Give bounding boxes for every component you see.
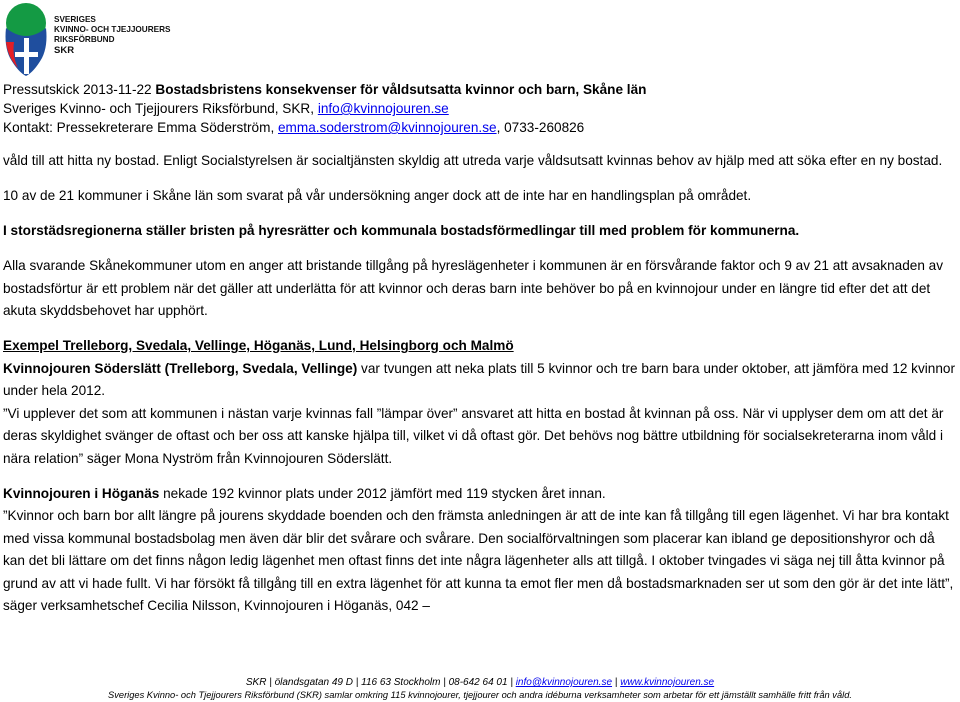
paragraph-8-quote: ”Kvinnor och barn bor allt längre på jourens skyddade boenden och den främsta anledningen är att de inte kan få tillgång till egen lägenhet. Vi har bra kontakt med vissa kommunal bostadsbolag men även där blir det svårare och svårare. Den socialförvaltningen som placerar kan ibland ge depositionshyror och då kan det bli lättare om det finns någon ledig lägenhet men oftast finns det inte några lägenheter alls att tillgå. I oktober tvingades vi säga nej till åtta kvinnor på grund av att vi hade fullt. Vi har försökt få tillgång till en extra lägenhet för att kunna ta emot fler men då bostadsmarknaden ser ut som den gör är det inte lätt”, säger verksamhetschef Cecilia Nilsson, Kvinnojouren i Höganäs, 042 – xyxy=(3,508,954,613)
paragraph-1: våld till att hitta ny bostad. Enligt Socialstyrelsen är socialtjänsten skyldig att utreda varje våldsutsatt kvinnas behov av hjälp med att söka efter en ny bostad. xyxy=(3,153,943,168)
contact-email-link[interactable]: emma.soderstrom@kvinnojouren.se xyxy=(278,120,497,135)
contact-name: Kontakt: Pressekreterare Emma Söderström, xyxy=(3,120,275,135)
paragraph-2: 10 av de 21 kommuner i Skåne län som svarat på vår undersökning anger dock att de inte har en handlingsplan på området. xyxy=(3,188,752,203)
footer-contact-line xyxy=(0,677,960,689)
footer-separator: | xyxy=(612,677,621,688)
header-contact-line xyxy=(3,118,953,137)
logo-line-1: SVERIGES xyxy=(54,15,96,24)
org-name: Sveriges Kvinno- och Tjejjourers Riksförbund, SKR, xyxy=(3,101,315,116)
logo-text xyxy=(54,15,170,56)
contact-phone: , 0733-260826 xyxy=(496,120,585,135)
soderslatt-name: Kvinnojouren Söderslätt (Trelleborg, Svedala, Vellinge) xyxy=(3,360,358,376)
header-org-line xyxy=(3,99,953,118)
press-header xyxy=(3,80,953,137)
footer-email-link[interactable]: info@kvinnojouren.se xyxy=(515,677,613,688)
org-email-link[interactable]: info@kvinnojouren.se xyxy=(317,101,449,116)
paragraph-3-bold: I storstädsregionerna ställer bristen på hyresrätter och kommunala bostadsförmedlingar till med problem för kommunerna. xyxy=(3,223,800,238)
paragraph-6-quote: ”Vi upplever det som att kommunen i nästan varje kvinnas fall ”lämpar över” ansvaret att hitta en bostad åt kvinnan på oss. När vi upplyser dem om att det är deras skyldighet svänger de oftast och ber oss att kanske hjälpa till, vilket vi då oftast gör. Det behövs nog bättre utbildning för socialsekreterarna inom våld i nära relation” säger Mona Nyström från Kvinnojouren Söderslätt. xyxy=(3,405,944,466)
paragraph-5-text: var tvungen att neka plats till 5 kvinnor och tre barn bara under oktober, att jämföra med 12 kvinnor under hela 2012. xyxy=(3,360,955,398)
paragraph-5 xyxy=(3,358,955,403)
hoganas-name: Kvinnojouren i Höganäs xyxy=(3,485,160,501)
skr-emblem-icon xyxy=(2,2,48,78)
press-label: Pressutskick 2013-11-22 xyxy=(3,82,152,97)
paragraph-7-text: nekade 192 kvinnor plats under 2012 jämfört med 119 stycken året innan. xyxy=(159,485,606,501)
paragraph-4: Alla svarande Skånekommuner utom en anger att bristande tillgång på hyreslägenheter i kommunen är en försvårande faktor och 9 av 21 att avsaknaden av bostadsförtur är ett problem när det gäller att underlätta för att kvinnor och deras barn inte behöver bo på en kvinnojour under en längre tid efter det att det akuta skyddsbehovet har upphört. xyxy=(3,258,944,318)
document-body xyxy=(3,150,955,618)
header-title-line xyxy=(3,80,953,99)
logo-line-4: SKR xyxy=(54,45,75,56)
footer-description: Sveriges Kvinno- och Tjejjourers Riksförbund (SKR) samlar omkring 115 kvinnojourer, tjejjourer och andra idéburna verksamheter som arbetar för ett jämställt samhälle fritt från våld. xyxy=(108,690,852,700)
footer-web-link[interactable]: www.kvinnojouren.se xyxy=(620,677,715,688)
press-title: Bostadsbristens konsekvenser för våldsutsatta kvinnor och barn, Skåne län xyxy=(155,82,647,97)
page-footer xyxy=(0,677,960,701)
examples-heading: Exempel Trelleborg, Svedala, Vellinge, Höganäs, Lund, Helsingborg och Malmö xyxy=(3,338,514,353)
logo-line-3: RIKSFÖRBUND xyxy=(54,35,115,44)
skr-logo xyxy=(2,2,170,78)
logo-line-2: KVINNO- OCH TJEJJOURERS xyxy=(54,25,171,34)
paragraph-7 xyxy=(3,483,955,506)
footer-address: SKR | ölandsgatan 49 D | 116 63 Stockholm | 08-642 64 01 | xyxy=(245,677,513,688)
